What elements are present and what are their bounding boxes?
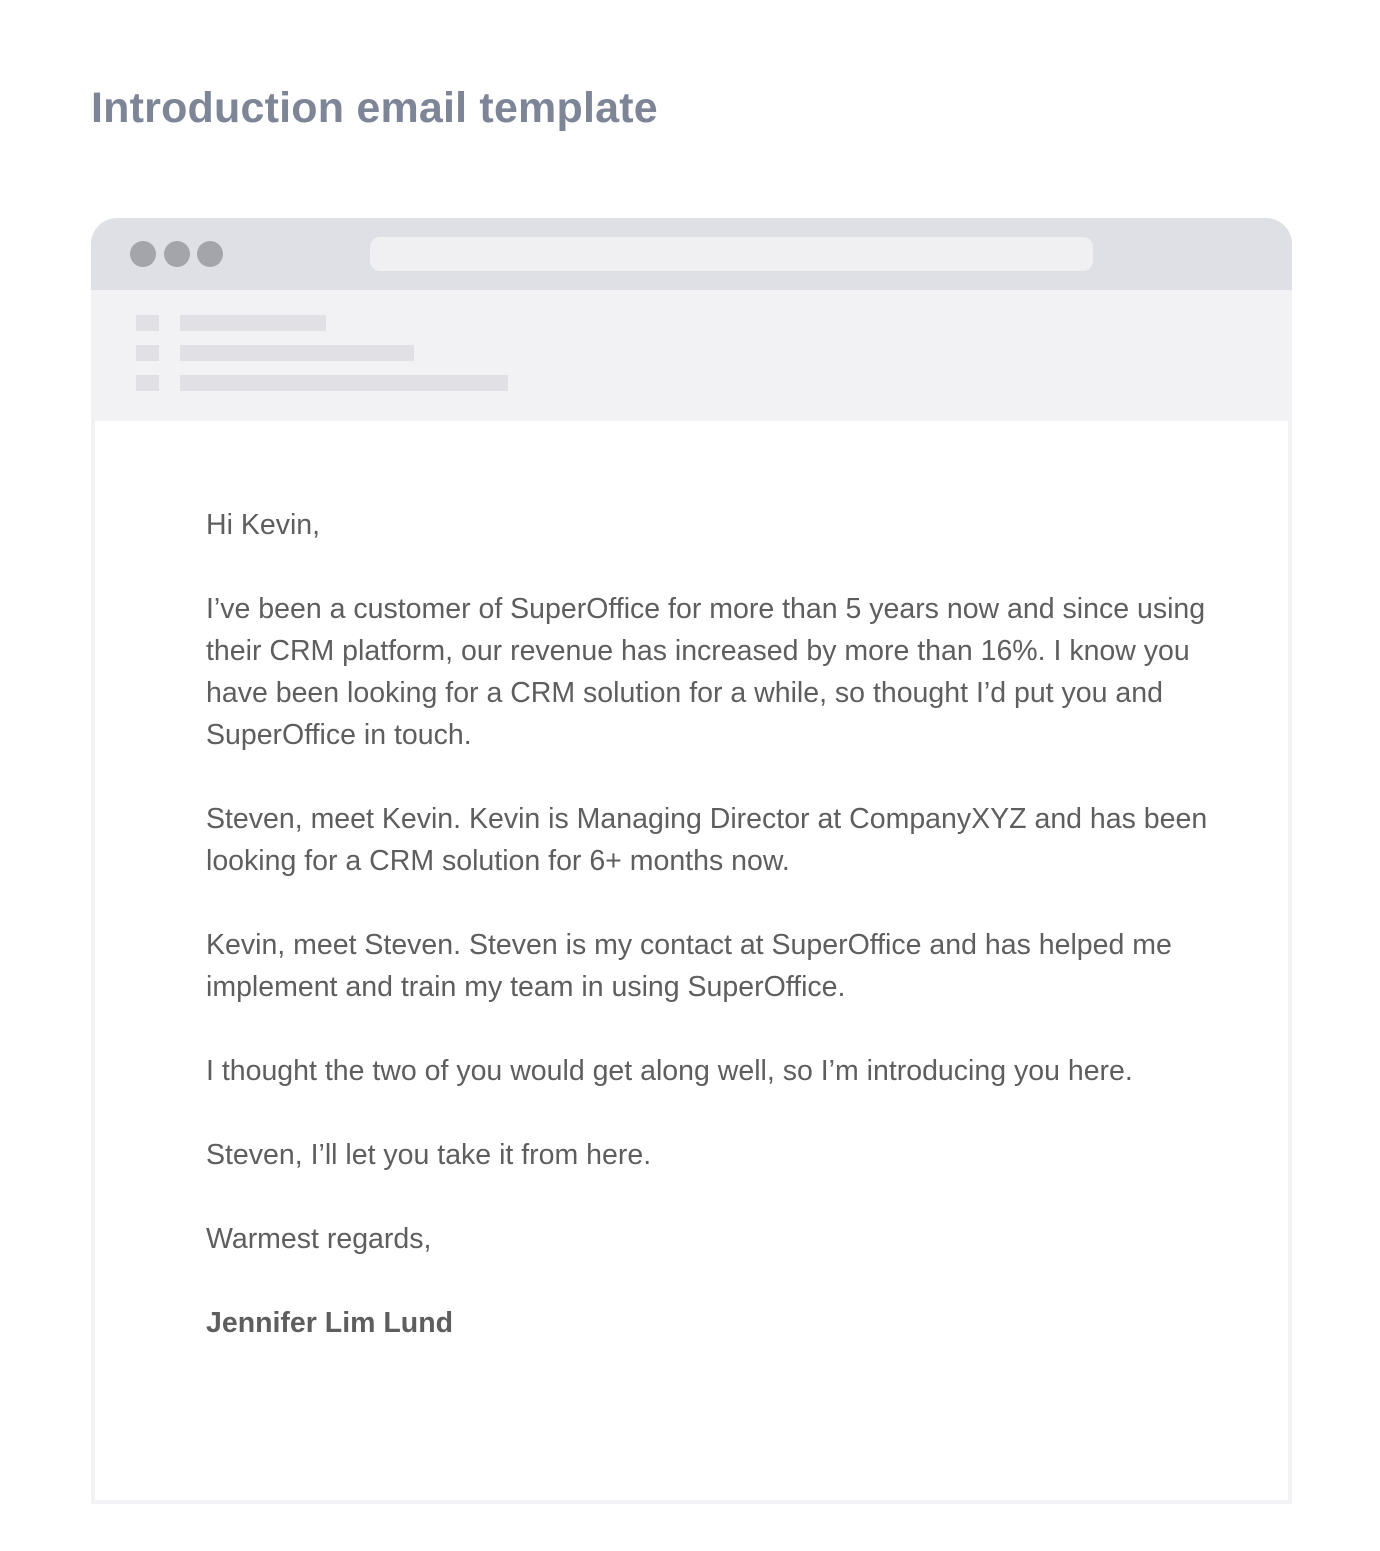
email-greeting: Hi Kevin, — [206, 509, 321, 541]
email-signature: Jennifer Lim Lund — [206, 1307, 454, 1339]
email-message — [206, 504, 1216, 1344]
window-dot-icon — [197, 241, 223, 267]
email-window — [91, 218, 1292, 1504]
window-dot-icon — [130, 241, 156, 267]
email-paragraph: Steven, meet Kevin. Kevin is Managing Director at CompanyXYZ and has been looking for a CRM solution for 6+ months now. — [206, 803, 1208, 877]
header-field-placeholder — [180, 345, 414, 361]
page-title: Introduction email template — [91, 84, 658, 132]
address-bar — [370, 237, 1093, 271]
email-paragraph: Steven, I’ll let you take it from here. — [206, 1139, 652, 1171]
email-paragraph: I’ve been a customer of SuperOffice for more than 5 years now and since using their CRM platform, our revenue has increased by more than 16%. I know you have been looking for a CRM solution for a while, so thought I’d put you and SuperOffice in touch. — [206, 593, 1206, 751]
window-titlebar — [91, 218, 1292, 290]
header-field-placeholder — [180, 315, 326, 331]
window-dot-icon — [164, 241, 190, 267]
email-signoff: Warmest regards, — [206, 1223, 432, 1255]
header-field-placeholder — [180, 375, 508, 391]
email-paragraph: I thought the two of you would get along well, so I’m introducing you here. — [206, 1055, 1133, 1087]
email-body — [91, 421, 1292, 1504]
header-field-icon — [136, 315, 159, 331]
header-field-icon — [136, 375, 159, 391]
header-field-icon — [136, 345, 159, 361]
email-header — [91, 290, 1292, 421]
email-paragraph: Kevin, meet Steven. Steven is my contact at SuperOffice and has helped me implement and train my team in using SuperOffice. — [206, 929, 1172, 1003]
